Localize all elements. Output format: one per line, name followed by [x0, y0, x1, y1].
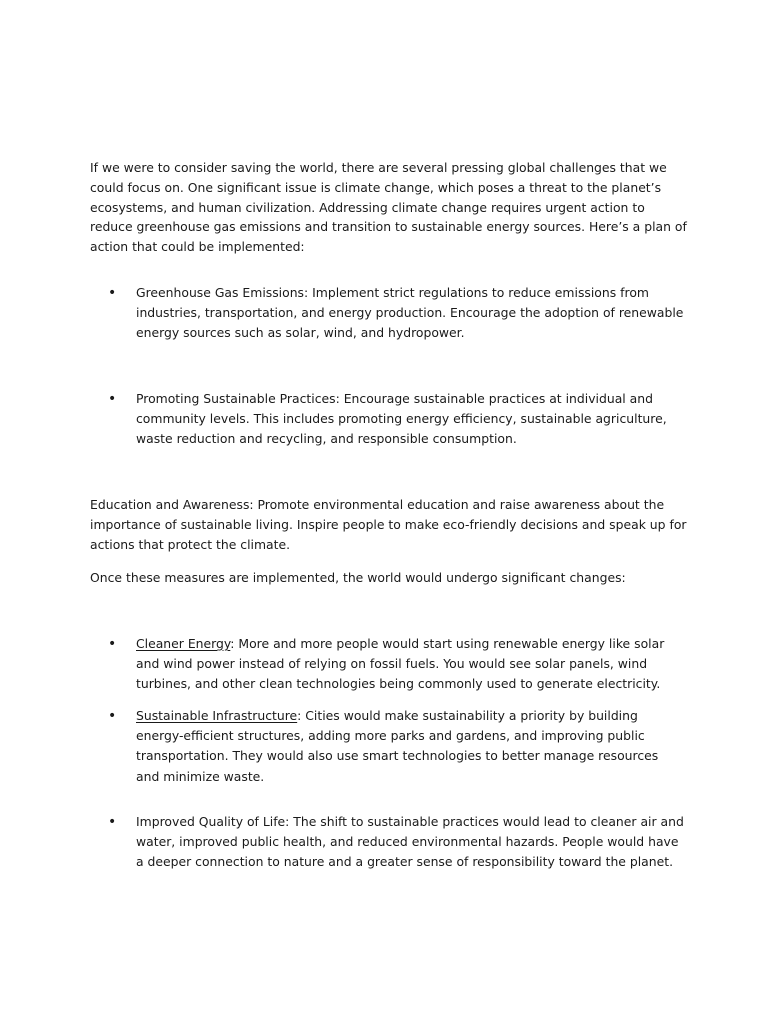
bullet-icon: •	[108, 391, 117, 407]
term-cleaner-energy: Cleaner Energy	[136, 636, 231, 651]
list-item-text	[136, 634, 684, 695]
list-item-text: Promoting Sustainable Practices: Encourage sustainable practices at individual and community levels. This includes promoting energy efficiency, sustainable agriculture, waste reduction and recycling, and responsible consumption.	[136, 391, 667, 447]
list-item-text	[136, 812, 684, 873]
intro-paragraph: If we were to consider saving the world, there are several pressing global challenges that we could focus on. One significant issue is climate change, which poses a threat to the planet’s ecosystems, and human civilization. Addressing climate change requires urgent action to reduce greenhouse gas emissions and transition to sustainable energy sources. Here’s a plan of action that could be implemented:	[90, 160, 687, 255]
list-item-body: Improved Quality of Life: The shift to sustainable practices would lead to cleaner air and water, improved public health, and reduced environmental hazards. People would have a deeper connection to nature and a greater sense of responsibility toward the planet.	[136, 814, 684, 870]
education-paragraph: Education and Awareness: Promote environmental education and raise awareness about the importance of sustainable living. Inspire people to make eco-friendly decisions and speak up for actions that protect the climate.	[90, 497, 687, 552]
transition-paragraph: Once these measures are implemented, the world would undergo significant changes:	[90, 570, 626, 585]
bullet-icon: •	[108, 636, 117, 652]
list-item-body: : Cities would make sustainability a priority by building energy-efficient structures, adding more parks and gardens, and improving public transportation. They would also use smart technologies to better manage resources and minimize waste.	[136, 708, 659, 784]
term-sustainable-infrastructure: Sustainable Infrastructure	[136, 708, 298, 723]
list-item-text: Greenhouse Gas Emissions: Implement strict regulations to reduce emissions from industries, transportation, and energy production. Encourage the adoption of renewable energy sources such as solar, wind, and hydropower.	[136, 285, 684, 341]
bullet-icon: •	[108, 708, 117, 724]
list-item-text	[136, 706, 684, 787]
bullet-icon: •	[108, 285, 117, 301]
bullet-icon: •	[108, 814, 117, 830]
list-item-body: : More and more people would start using renewable energy like solar and wind power instead of relying on fossil fuels. You would see solar panels, wind turbines, and other clean technologies being commonly used to generate electricity.	[136, 636, 665, 692]
